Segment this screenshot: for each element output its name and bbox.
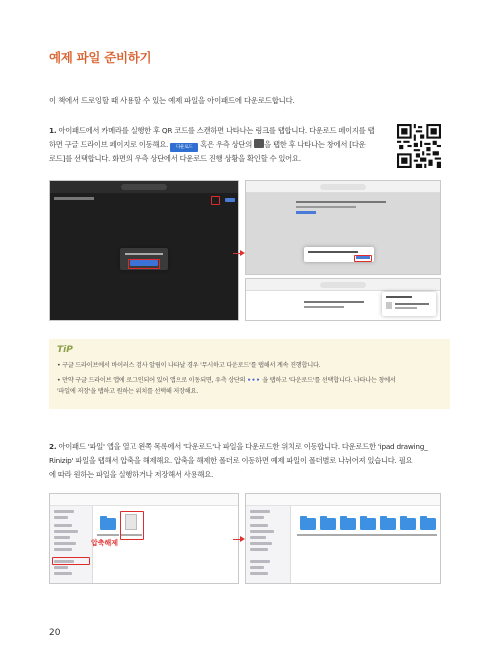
folder-icon — [340, 518, 356, 530]
more-icon: ••• — [247, 377, 261, 384]
page-number: 20 — [49, 628, 61, 638]
files-sidebar — [50, 506, 93, 583]
highlight-downloads-folder — [52, 557, 90, 565]
download-chip: 다운로드 — [170, 143, 198, 152]
unzip-annotation: 압축해제 — [91, 539, 119, 547]
files-sidebar — [246, 506, 291, 583]
qr-code — [397, 124, 441, 168]
screenshot-drive-dark — [49, 180, 239, 321]
tip-line2: • 만약 구글 드라이브 앱에 로그인되어 있어 앱으로 이동되면, 우측 상단의 ••• 을 탭하고 '다운로드'를 선택합니다. 나타나는 창에서 — [57, 377, 396, 384]
folder-icon — [320, 518, 336, 530]
folder-icon — [100, 518, 116, 530]
screenshot-downloads-panel — [245, 278, 441, 321]
downloads-popover — [382, 292, 436, 316]
tip-line3: '파일에 저장'을 탭하고 원하는 위치를 선택해 저장해요. — [57, 388, 198, 395]
step1-number: 1. — [49, 126, 57, 135]
tip-line1: • 구글 드라이브에서 바이러스 검사 알림이 나타날 경우 '무시하고 다운로드'를 탭해서 계속 진행합니다. — [57, 362, 321, 369]
step1-text — [49, 124, 394, 166]
screenshot-virus-warning — [245, 180, 441, 275]
step2-line3: 에 따라 원하는 파일을 실행하거나 저장해서 사용해요. — [49, 470, 214, 479]
highlight-download-dialog-button — [128, 259, 160, 269]
highlight-zip-file — [120, 511, 144, 540]
tip-box — [49, 339, 450, 409]
step1-line2c: 을 탭한 후 나타나는 창에서 [다운 — [264, 140, 366, 149]
screenshot-files-folders — [245, 493, 441, 584]
step2-line1: 아이패드 '파일' 앱을 열고 왼쪽 목록에서 '다운로드'나 파일을 다운로드한 위치로 이동합니다. 다운로드한 'ipad drawing_ — [58, 442, 428, 451]
download-icon — [254, 139, 264, 148]
step2-line2: Rinizip' 파일을 탭해서 압축을 해제해요. 압축을 해제한 폴더로 이동하면 예제 파일이 폴더별로 나뉘어져 있습니다. 필요 — [49, 456, 413, 465]
screenshot-files-zip — [49, 493, 239, 584]
highlight-download-link — [354, 255, 372, 262]
step2-number: 2. — [49, 442, 57, 451]
section-title: 예제 파일 준비하기 — [49, 50, 152, 65]
step1-line2b: 혹은 우측 상단의 — [200, 140, 253, 149]
tip-title: TiP — [57, 345, 73, 355]
intro-text: 이 책에서 드로잉할 때 사용할 수 있는 예제 파일을 아이패드에 다운로드합니다. — [49, 96, 295, 105]
folder-icon — [380, 518, 396, 530]
highlight-download-button — [211, 196, 220, 205]
folder-icon — [360, 518, 376, 530]
step1-line3: 로드]를 선택합니다. 화면의 우측 상단에서 다운로드 진행 상황을 확인할 수 있어요. — [49, 154, 301, 163]
folder-icon — [420, 518, 436, 530]
folder-icon — [300, 518, 316, 530]
step1-line2a: 하면 구글 드라이브 페이지로 이동해요. — [49, 140, 169, 149]
step2-text — [49, 440, 454, 482]
folder-icon — [400, 518, 416, 530]
step1-line1: 아이패드에서 카메라를 실행한 후 QR 코드를 스캔하면 나타나는 링크를 탭합니다. 다운로드 페이지를 탭 — [58, 126, 375, 135]
